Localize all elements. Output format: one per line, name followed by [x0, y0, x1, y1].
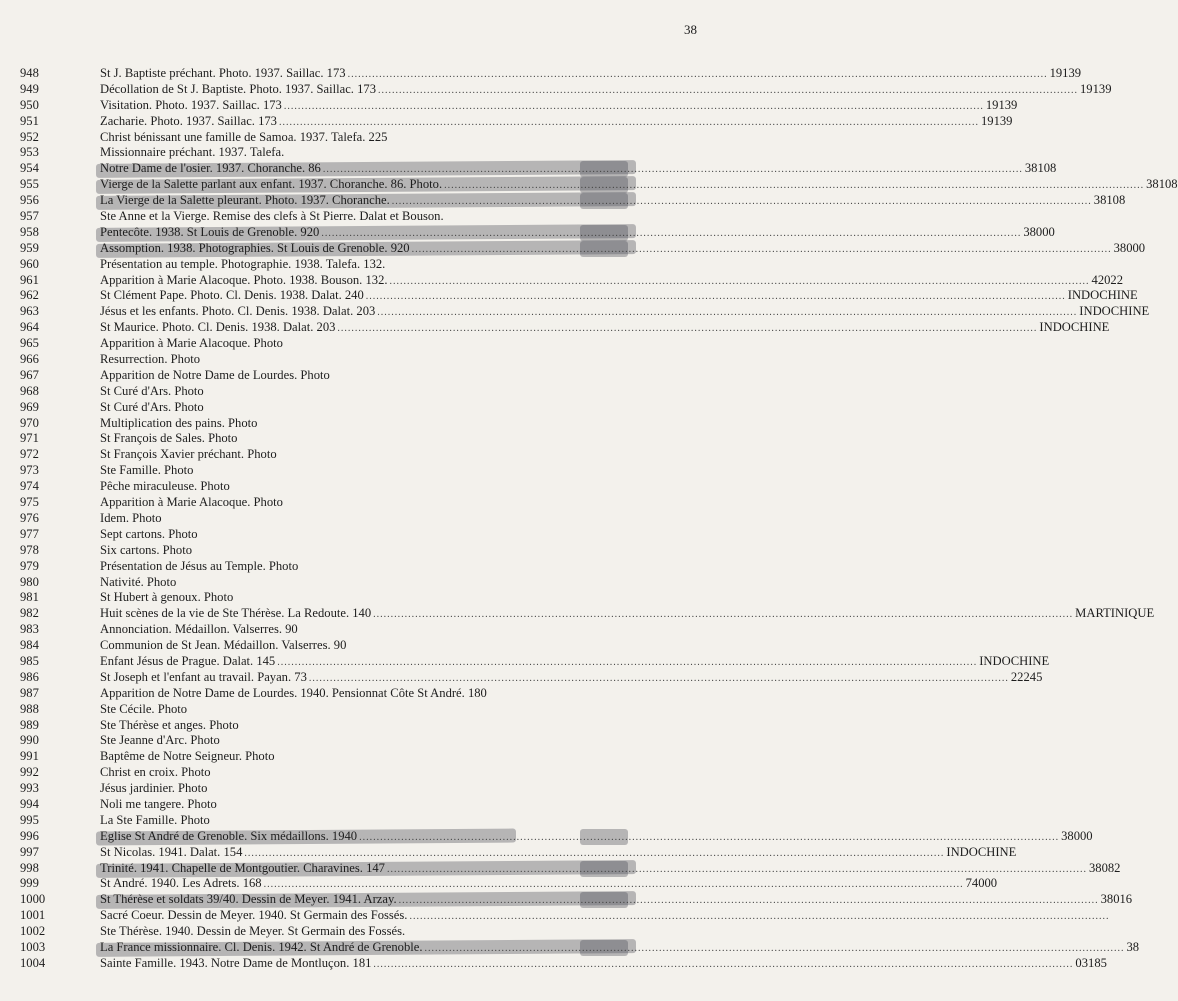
entry-number: 990 — [20, 733, 39, 748]
catalog-entry — [0, 81, 1112, 98]
catalog-entry — [0, 161, 1057, 177]
entry-line — [100, 368, 652, 384]
entry-line — [100, 416, 652, 432]
entry-description: Ste Famille. Photo — [100, 463, 194, 478]
dot-leader: ........................................................................................................................................................................................................ — [322, 164, 1023, 176]
entry-line — [100, 797, 652, 813]
catalog-entry — [0, 653, 1050, 670]
entry-number: 991 — [20, 749, 39, 764]
catalog-entry — [0, 749, 725, 765]
entry-description: St François de Sales. Photo — [100, 431, 238, 446]
dot-leader: ........................................................................................................................................................................................................ — [424, 942, 1125, 954]
entry-description: Christ en croix. Photo — [100, 765, 211, 780]
entry-line — [100, 527, 652, 543]
entry-line — [100, 559, 652, 575]
entry-number: 989 — [20, 717, 39, 732]
entry-line — [100, 765, 652, 781]
catalog-entry — [0, 702, 725, 718]
entry-description: St Clément Pape. Photo. Cl. Denis. 1938. Dalat. 240 — [100, 288, 364, 303]
entry-line — [100, 463, 652, 479]
catalog-list — [0, 66, 1178, 972]
entry-line — [100, 908, 1110, 924]
catalog-entry — [0, 209, 725, 225]
entry-number: 972 — [20, 447, 39, 462]
entry-number: 957 — [20, 209, 39, 224]
entry-description: Ste Jeanne d'Arc. Photo — [100, 733, 220, 748]
dot-leader: ........................................................................................................................................................................................................ — [321, 227, 1022, 239]
catalog-entry — [0, 400, 725, 416]
dot-leader: ........................................................................................................................................................................................................ — [373, 958, 1074, 970]
entry-line — [100, 97, 1018, 114]
entry-description: Baptême de Notre Seigneur. Photo — [100, 749, 275, 764]
entry-line — [100, 304, 1150, 320]
entry-line — [100, 860, 1121, 877]
entry-number: 970 — [20, 415, 39, 430]
catalog-entry — [0, 97, 1018, 114]
entry-description: Décollation de St J. Baptiste. Photo. 1937. Saillac. 173 — [100, 81, 376, 96]
entry-description: Missionnaire préchant. 1937. Talefa. — [100, 145, 285, 160]
entry-line — [100, 240, 1146, 257]
entry-line — [100, 653, 1050, 670]
entry-description: Enfant Jésus de Prague. Dalat. 145 — [100, 653, 276, 668]
catalog-entry — [0, 384, 725, 400]
catalog-entry — [0, 638, 725, 654]
entry-code: INDOCHINE — [1067, 288, 1138, 303]
entry-line — [100, 320, 1110, 336]
entry-number: 988 — [20, 701, 39, 716]
entry-description: Zacharie. Photo. 1937. Saillac. 173 — [100, 113, 277, 128]
catalog-entry — [0, 272, 1124, 289]
entry-line — [100, 161, 1057, 177]
catalog-entry — [0, 622, 725, 638]
entry-number: 1004 — [20, 955, 46, 970]
catalog-entry — [0, 304, 1150, 320]
entry-number: 952 — [20, 129, 39, 144]
dot-leader: ........................................................................................................................................................................................................ — [389, 275, 1090, 287]
catalog-entry — [0, 828, 1093, 845]
catalog-entry — [0, 177, 1178, 193]
entry-number: 964 — [20, 320, 39, 335]
entry-description: La Ste Famille. Photo — [100, 812, 210, 827]
entry-line — [100, 352, 652, 368]
dot-leader: ........................................................................................................................................................................................................ — [278, 116, 979, 128]
entry-code: INDOCHINE — [1079, 304, 1150, 319]
catalog-entry — [0, 130, 725, 146]
entry-number: 962 — [20, 288, 39, 303]
entry-description: Sept cartons. Photo — [100, 526, 198, 541]
catalog-entry — [0, 908, 1110, 924]
entry-description: Six cartons. Photo — [100, 542, 193, 557]
catalog-entry — [0, 336, 725, 352]
entry-number: 951 — [20, 113, 39, 128]
entry-number: 961 — [20, 272, 39, 287]
catalog-entry — [0, 813, 725, 829]
entry-line — [100, 718, 652, 734]
entry-line — [100, 939, 1140, 956]
dot-leader: ........................................................................................................................................................................................................ — [277, 656, 978, 668]
entry-code: 74000 — [965, 876, 998, 891]
entry-description: Ste Anne et la Vierge. Remise des clefs à St Pierre. Dalat et Bouson. — [100, 209, 444, 224]
entry-number: 978 — [20, 542, 39, 557]
entry-number: 969 — [20, 399, 39, 414]
catalog-entry — [0, 368, 725, 384]
entry-number: 979 — [20, 558, 39, 573]
catalog-entry — [0, 511, 725, 527]
entry-number: 966 — [20, 352, 39, 367]
entry-description: Idem. Photo — [100, 510, 162, 525]
catalog-entry — [0, 240, 1146, 257]
catalog-entry — [0, 495, 725, 511]
catalog-entry — [0, 193, 1126, 209]
entry-number: 992 — [20, 765, 39, 780]
catalog-entry — [0, 860, 1121, 877]
entry-description: St Hubert à genoux. Photo — [100, 590, 234, 605]
entry-number: 981 — [20, 590, 39, 605]
dot-leader: ........................................................................................................................................................................................................ — [283, 100, 984, 112]
entry-line — [100, 66, 1082, 82]
entry-description: Ste Thérèse et anges. Photo — [100, 717, 239, 732]
entry-line — [100, 130, 652, 146]
entry-line — [100, 447, 652, 463]
entry-number: 1001 — [20, 908, 46, 923]
entry-code: 22245 — [1010, 669, 1043, 684]
entry-description: Trinité. 1941. Chapelle de Montgoutier. Charavines. 147 — [100, 860, 385, 875]
catalog-entry — [0, 686, 725, 702]
entry-code: INDOCHINE — [1039, 320, 1110, 335]
entry-description: Resurrection. Photo — [100, 352, 201, 367]
entry-code: 38082 — [1088, 860, 1121, 875]
dot-leader: ........................................................................................................................................................................................................ — [386, 863, 1087, 875]
entry-number: 954 — [20, 161, 39, 176]
entry-description: Christ bénissant une famille de Samoa. 1937. Talefa. 225 — [100, 129, 388, 144]
entry-line — [100, 193, 1126, 209]
entry-number: 968 — [20, 383, 39, 398]
catalog-entry — [0, 113, 1013, 130]
entry-description: Présentation de Jésus au Temple. Photo — [100, 558, 299, 573]
entry-description: Communion de St Jean. Médaillon. Valserres. 90 — [100, 638, 347, 653]
entry-line — [100, 257, 652, 273]
entry-number: 997 — [20, 844, 39, 859]
entry-description: Sacré Coeur. Dessin de Meyer. 1940. St Germain des Fossés. — [100, 908, 408, 923]
entry-line — [100, 638, 652, 654]
catalog-entry — [0, 416, 725, 432]
entry-line — [100, 209, 652, 225]
entry-line — [100, 431, 652, 447]
entry-line — [100, 336, 652, 352]
entry-number: 999 — [20, 876, 39, 891]
entry-number: 960 — [20, 256, 39, 271]
entry-description: Eglise St André de Grenoble. Six médaillons. 1940 — [100, 828, 358, 843]
entry-number: 993 — [20, 781, 39, 796]
catalog-entry — [0, 320, 1110, 336]
entry-number: 984 — [20, 638, 39, 653]
entry-line — [100, 876, 998, 892]
entry-code: 38016 — [1100, 892, 1133, 907]
entry-code: 38000 — [1023, 224, 1055, 239]
catalog-entry — [0, 559, 725, 575]
entry-code: 19139 — [980, 113, 1013, 128]
entry-number: 996 — [20, 828, 39, 843]
entry-line — [100, 81, 1112, 98]
entry-line — [100, 288, 1138, 304]
entry-description: Pêche miraculeuse. Photo — [100, 479, 230, 494]
entry-number: 965 — [20, 336, 39, 351]
entry-number: 953 — [20, 145, 39, 160]
entry-description: Pentecôte. 1938. St Louis de Grenoble. 920 — [100, 224, 320, 239]
catalog-entry — [0, 669, 1043, 686]
entry-number: 956 — [20, 193, 39, 208]
entry-description: St Thérèse et soldats 39/40. Dessin de Meyer. 1941. Arzay. — [100, 892, 397, 907]
entry-number: 1000 — [20, 892, 46, 907]
dot-leader: ........................................................................................................................................................................................................ — [337, 323, 1038, 335]
entry-number: 974 — [20, 479, 39, 494]
catalog-entry — [0, 527, 725, 543]
entry-number: 971 — [20, 431, 39, 446]
entry-number: 1002 — [20, 924, 46, 939]
dot-leader: ........................................................................................................................................................................................................ — [398, 895, 1099, 907]
entry-description: Apparition de Notre Dame de Lourdes. 1940. Pensionnat Côte St André. 180 — [100, 685, 487, 700]
entry-description: St André. 1940. Les Adrets. 168 — [100, 876, 262, 891]
entry-line — [100, 844, 1017, 861]
entry-description: St François Xavier préchant. Photo — [100, 447, 277, 462]
catalog-entry — [0, 447, 725, 463]
entry-code: 38108 — [1146, 177, 1178, 192]
entry-line — [100, 733, 652, 749]
entry-line — [100, 113, 1013, 130]
entry-description: Ste Cécile. Photo — [100, 701, 188, 716]
entry-description: Présentation au temple. Photographie. 1938. Talefa. 132. — [100, 256, 386, 271]
dot-leader: ........................................................................................................................................................................................................ — [365, 291, 1066, 303]
entry-line — [100, 686, 652, 702]
entry-number: 998 — [20, 860, 39, 875]
entry-description: Noli me tangere. Photo — [100, 796, 217, 811]
catalog-entry — [0, 352, 725, 368]
entry-description: St J. Baptiste préchant. Photo. 1937. Saillac. 173 — [100, 66, 346, 80]
entry-description: La Vierge de la Salette pleurant. Photo. 1937. Choranche. — [100, 193, 390, 208]
entry-number: 949 — [20, 81, 39, 96]
entry-number: 973 — [20, 463, 39, 478]
entry-description: Nativité. Photo — [100, 574, 177, 589]
entry-number: 975 — [20, 495, 39, 510]
page-number: 38 — [684, 22, 697, 37]
entry-number: 948 — [20, 66, 39, 80]
entry-line — [100, 384, 652, 400]
entry-number: 955 — [20, 177, 39, 192]
entry-code: INDOCHINE — [979, 653, 1050, 668]
entry-number: 963 — [20, 304, 39, 319]
entry-line — [100, 955, 1107, 972]
entry-line — [100, 177, 1178, 193]
entry-code: 03185 — [1075, 955, 1107, 970]
entry-code: 38108 — [1093, 193, 1126, 208]
entry-line — [100, 543, 652, 559]
entry-number: 977 — [20, 526, 39, 541]
dot-leader: ........................................................................................................................................................................................................ — [378, 84, 1078, 96]
entry-description: St Curé d'Ars. Photo — [100, 399, 204, 414]
entry-code: 38 — [1126, 939, 1140, 954]
entry-number: 982 — [20, 606, 39, 621]
entry-line — [100, 272, 1124, 289]
entry-description: Jésus jardinier. Photo — [100, 781, 208, 796]
entry-code: INDOCHINE — [946, 844, 1017, 859]
catalog-entry — [0, 543, 725, 559]
entry-line — [100, 495, 652, 511]
entry-description: Annonciation. Médaillon. Valserres. 90 — [100, 622, 298, 637]
entry-number: 987 — [20, 685, 39, 700]
entry-number: 967 — [20, 367, 39, 382]
entry-number: 994 — [20, 796, 39, 811]
dot-leader: ........................................................................................................................................................................................................ — [411, 243, 1112, 255]
entry-line — [100, 892, 1133, 908]
catalog-entry — [0, 924, 725, 940]
catalog-entry — [0, 955, 1107, 972]
entry-line — [100, 575, 652, 591]
dot-leader: ........................................................................................................................................................................................................ — [409, 911, 1110, 923]
dot-leader: ........................................................................................................................................................................................................ — [391, 196, 1092, 208]
entry-description: Apparition à Marie Alacoque. Photo — [100, 336, 283, 351]
entry-line — [100, 813, 652, 829]
entry-description: Vierge de la Salette parlant aux enfant. 1937. Choranche. 86. Photo. — [100, 177, 443, 192]
catalog-entry — [0, 66, 1082, 82]
entry-line — [100, 749, 652, 765]
entry-number: 976 — [20, 510, 39, 525]
entry-code: 19139 — [1049, 66, 1082, 80]
entry-description: Sainte Famille. 1943. Notre Dame de Montluçon. 181 — [100, 955, 372, 970]
dot-leader: ........................................................................................................................................................................................................ — [244, 847, 945, 859]
catalog-entry — [0, 463, 725, 479]
entry-description: Multiplication des pains. Photo — [100, 415, 258, 430]
entry-description: Visitation. Photo. 1937. Saillac. 173 — [100, 97, 282, 112]
entry-line — [100, 606, 1155, 622]
entry-code: 38000 — [1061, 828, 1093, 843]
catalog-entry — [0, 733, 725, 749]
dot-leader: ........................................................................................................................................................................................................ — [373, 609, 1074, 621]
entry-code: 38108 — [1024, 161, 1057, 176]
entry-line — [100, 590, 652, 606]
entry-description: Apparition à Marie Alacoque. Photo — [100, 495, 283, 510]
dot-leader: ........................................................................................................................................................................................................ — [308, 672, 1009, 684]
catalog-entry — [0, 288, 1138, 304]
catalog-entry — [0, 145, 725, 161]
entry-description: St Maurice. Photo. Cl. Denis. 1938. Dalat. 203 — [100, 320, 336, 335]
entry-description: Jésus et les enfants. Photo. Cl. Denis. 1938. Dalat. 203 — [100, 304, 376, 319]
entry-line — [100, 924, 652, 940]
entry-line — [100, 400, 652, 416]
dot-leader: ........................................................................................................................................................................................................ — [377, 307, 1078, 319]
entry-description: Ste Thérèse. 1940. Dessin de Meyer. St Germain des Fossés. — [100, 924, 406, 939]
entry-description: La France missionnaire. Cl. Denis. 1942. St André de Grenoble. — [100, 939, 423, 954]
entry-description: St Joseph et l'enfant au travail. Payan. 73 — [100, 669, 307, 684]
entry-number: 985 — [20, 653, 39, 668]
entry-line — [100, 669, 1043, 686]
catalog-entry — [0, 718, 725, 734]
entry-description: Apparition à Marie Alacoque. Photo. 1938. Bouson. 132. — [100, 272, 388, 287]
entry-code: 38000 — [1113, 240, 1146, 255]
dot-leader: ........................................................................................................................................................................................................ — [359, 831, 1060, 843]
entry-line — [100, 828, 1093, 845]
catalog-entry — [0, 781, 725, 797]
entry-description: St Nicolas. 1941. Dalat. 154 — [100, 844, 243, 859]
entry-description: Assomption. 1938. Photographies. St Louis de Grenoble. 920 — [100, 240, 410, 255]
entry-code: 42022 — [1091, 272, 1124, 287]
entry-number: 950 — [20, 97, 39, 112]
entry-description: Notre Dame de l'osier. 1937. Choranche. 86 — [100, 161, 321, 176]
entry-number: 995 — [20, 812, 39, 827]
catalog-entry — [0, 575, 725, 591]
entry-code: MARTINIQUE — [1075, 606, 1155, 621]
entry-code: 19139 — [985, 97, 1018, 112]
entry-number: 986 — [20, 669, 39, 684]
entry-line — [100, 781, 652, 797]
entry-number: 980 — [20, 574, 39, 589]
catalog-entry — [0, 257, 725, 273]
catalog-entry — [0, 590, 725, 606]
catalog-entry — [0, 939, 1140, 956]
catalog-entry — [0, 797, 725, 813]
dot-leader: ........................................................................................................................................................................................................ — [444, 180, 1145, 192]
catalog-entry — [0, 606, 1155, 622]
entry-line — [100, 224, 1055, 241]
catalog-entry — [0, 479, 725, 495]
catalog-entry — [0, 876, 998, 892]
catalog-entry — [0, 765, 725, 781]
entry-line — [100, 511, 652, 527]
dot-leader: ........................................................................................................................................................................................................ — [263, 879, 964, 891]
entry-line — [100, 702, 652, 718]
catalog-entry — [0, 224, 1055, 241]
entry-line — [100, 622, 652, 638]
entry-line — [100, 145, 652, 161]
entry-description: Huit scènes de la vie de Ste Thérèse. La Redoute. 140 — [100, 606, 372, 621]
catalog-entry — [0, 892, 1133, 908]
catalog-entry — [0, 431, 725, 447]
entry-description: Apparition de Notre Dame de Lourdes. Photo — [100, 367, 330, 382]
entry-number: 983 — [20, 622, 39, 637]
entry-line — [100, 479, 652, 495]
entry-description: St Curé d'Ars. Photo — [100, 383, 204, 398]
entry-number: 959 — [20, 240, 39, 255]
catalog-entry — [0, 844, 1017, 861]
entry-number: 1003 — [20, 939, 46, 954]
dot-leader: ........................................................................................................................................................................................................ — [347, 69, 1048, 80]
entry-code: 19139 — [1080, 81, 1112, 96]
entry-number: 958 — [20, 224, 39, 239]
